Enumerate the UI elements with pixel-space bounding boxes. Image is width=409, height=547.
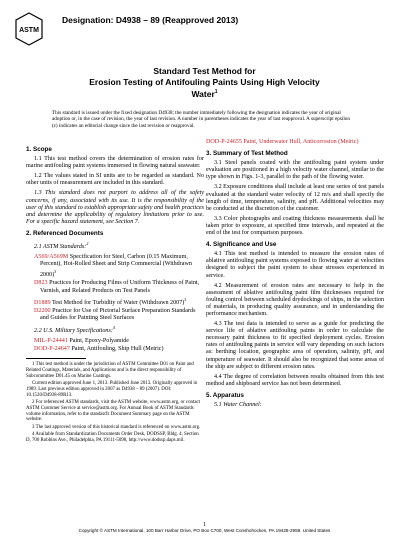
left-column xyxy=(26,142,204,445)
ref-code-link[interactable]: A569/A569M xyxy=(34,254,69,261)
ref-code-link[interactable]: D2200 xyxy=(34,307,51,314)
para-1-1: 1.1 This test method covers the determination of erosion rates for marine antifouling paint systems immersed in flowing natural seawater. xyxy=(26,156,204,170)
designation: Designation: D4938 – 89 (Reapproved 2013) xyxy=(62,15,239,25)
para-2-2: 2.2 U.S. Military Specifications:$^4$ xyxy=(34,324,115,334)
footnote: 1 This test method is under the jurisdiction of ASTM Committee D01 on Paint and Related Coatings, Materials, and Applications and is the direct responsibility of Subcommittee D01.45 on Marine Coatings. xyxy=(26,362,194,379)
section-3-heading: 3. Summary of Test Method xyxy=(206,150,288,158)
title-line-2: Erosion Testing of Antifouling Paints Using High Velocity xyxy=(89,76,320,87)
copyright-footer: Copyright © ASTM International, 100 Barr Harbor Drive, PO Box C700, West Conshohocken, PA 19428-2959. United States xyxy=(78,528,331,533)
footnote: 2 For referenced ASTM standards, visit the ASTM website, www.astm.org, or contact ASTM Customer Service at service@astm.org. For Annual Book of ASTM Standards volume information, refer to the standard's Document Summary page on the ASTM website. xyxy=(26,400,201,423)
ref-code-link[interactable]: D1889 xyxy=(34,299,51,306)
para-4-2: 4.2 Measurement of erosion rates are necessary to help in the assessment of ablative antifouling paint film thicknesses required for fouling control between scheduled drydockings of ships, in the selection of materials, in producing quality assurance, and in understanding the performance mechanism. xyxy=(206,282,384,317)
mil-ref-code-link[interactable]: DOD-P-24647 xyxy=(34,346,70,353)
mil-ref-item[interactable] xyxy=(206,139,384,146)
para-2-1: 2.1 ASTM Standards:$^2$ xyxy=(34,241,89,251)
para-4-1: 4.1 This test method is intended to measure the erosion rates of ablative antifouling paint systems exposed to flowing water at velocities designed to subject the paint system to shear stresses experienced in service. xyxy=(206,251,384,279)
astm-logo-icon xyxy=(14,12,44,46)
section-1-heading: 1. Scope xyxy=(26,146,52,153)
mil-ref-continued[interactable]: DOD-P-24655 Paint, Underwater Hull, Anticorrosion (Metric) xyxy=(206,139,359,145)
ref-code-link[interactable]: D823 xyxy=(34,280,48,287)
section-4-heading: 4. Significance and Use xyxy=(206,241,277,249)
para-3-2: 3.2 Exposure conditions shall include at least one series of test panels evaluated at the standard water velocity of 12 m/s and shall specify the length of time, temperature, salinity, and pH. Additional velocities may be conducted at the discretion of the customer. xyxy=(206,184,384,212)
footnote-divider xyxy=(26,358,86,359)
standard-note: This standard is issued under the fixed designation D4938; the number immediately following the designation indicates the year of original adoption or, in the case of revision, the year of last revision. A number in parentheses indicates the year of last reapproval. A superscript epsilon (ε) indicates an editorial change since the last revision or reapproval. xyxy=(52,110,350,129)
mil-ref-item[interactable]: DOD-P-24647 Paint, Antifouling, Ship Hull (Metric) xyxy=(34,346,164,353)
footnote: Current edition approved June 1, 2013. Published June 2013. Originally approved in 1989. Last previous edition approved in 2007 as D4938 – 89 (2007). DOI: 10.1520/D4938-89R13. xyxy=(26,381,198,398)
right-column xyxy=(206,139,384,412)
footnote: 3 The last approved version of this historical standard is referenced on www.astm.org. xyxy=(32,424,201,430)
para-4-3: 4.3 The test data is intended to serve as a guide for predicting the service life of ablative antifouling paints in order to calculate the necessary paint thickness to fit specified deployment cycles. Erosion rates of antifouling paints in service will vary depending on such factors as: berthing location, geographic area of operation, salinity, pH, and temperature of seawater. It should also be recognized that some areas of the ship are subject to different erosion rates. xyxy=(206,321,384,370)
section-2-heading: 2. Referenced Documents xyxy=(26,229,104,237)
para-3-1: 3.1 Steel panels coated with the antifouling paint system under evaluation are positioned in a high velocity water channel, similar to the type shown in Figs. 1-3, parallel to the path of the flowing water. xyxy=(206,160,384,181)
title-line-1: Standard Test Method for xyxy=(153,66,256,76)
ref-item[interactable]: D2200 Practice for Use of Pictorial Surface Preparation Standards and Guides for Painting Steel Surfaces xyxy=(34,307,196,321)
para-5-1: 5.1 Water Channel: xyxy=(214,402,262,408)
mil-ref-item[interactable]: MIL-P-24441 Paint, Epoxy-Polyamide xyxy=(34,338,129,345)
page-number: 1 xyxy=(203,522,206,528)
svg-text:ASTM: ASTM xyxy=(19,27,39,34)
para-3-3: 3.3 Color photographs and coating thickness measurements shall be taken prior to exposure, at specified time intervals, and repeated at the end of the test for comparison purposes. xyxy=(206,215,384,237)
para-1-2: 1.2 The values stated in SI units are to be regarded as standard. No other units of measurement are included in this standard. xyxy=(26,173,204,187)
para-4-4: 4.4 The degree of correlation between results obtained from this test method and shipboard service has not been determined. xyxy=(206,373,384,387)
section-5-heading: 5. Apparatus xyxy=(206,391,244,399)
mil-ref-code-link[interactable]: MIL-P-24441 xyxy=(34,338,68,345)
ref-item[interactable]: D1889 Test Method for Turbidity of Water (Withdrawn 2007)$^3$ xyxy=(34,296,187,306)
ref-item[interactable]: A569/A569M Specification for Steel, Carbon (0.15 Maximum, Percent), Hot-Rolled Sheet and Strip Commercial (Withdrawn 2000)$^3$ xyxy=(34,254,192,279)
para-1-3: 1.3 This standard does not purport to address all of the safety concerns, if any, associated with its use. It is the responsibility of the user of this standard to establish appropriate safety and health practices and determine the applicability of regulatory limitations prior to use. For a specific hazard statement, see Section 7. xyxy=(26,190,204,225)
title-line-3: Water$^1$ xyxy=(191,88,218,99)
page-title xyxy=(0,66,409,99)
ref-item[interactable]: D823 Practices for Producing Films of Uniform Thickness of Paint, Varnish, and Related Products on Test Panels xyxy=(34,280,200,294)
footnote: 4 Available from Standardization Documents Order Desk, DODSSP, Bldg. 4, Section D, 700 Robbins Ave., Philadelphia, PA 19111-5098, http://www.dodssp.daps.mil. xyxy=(26,432,199,443)
